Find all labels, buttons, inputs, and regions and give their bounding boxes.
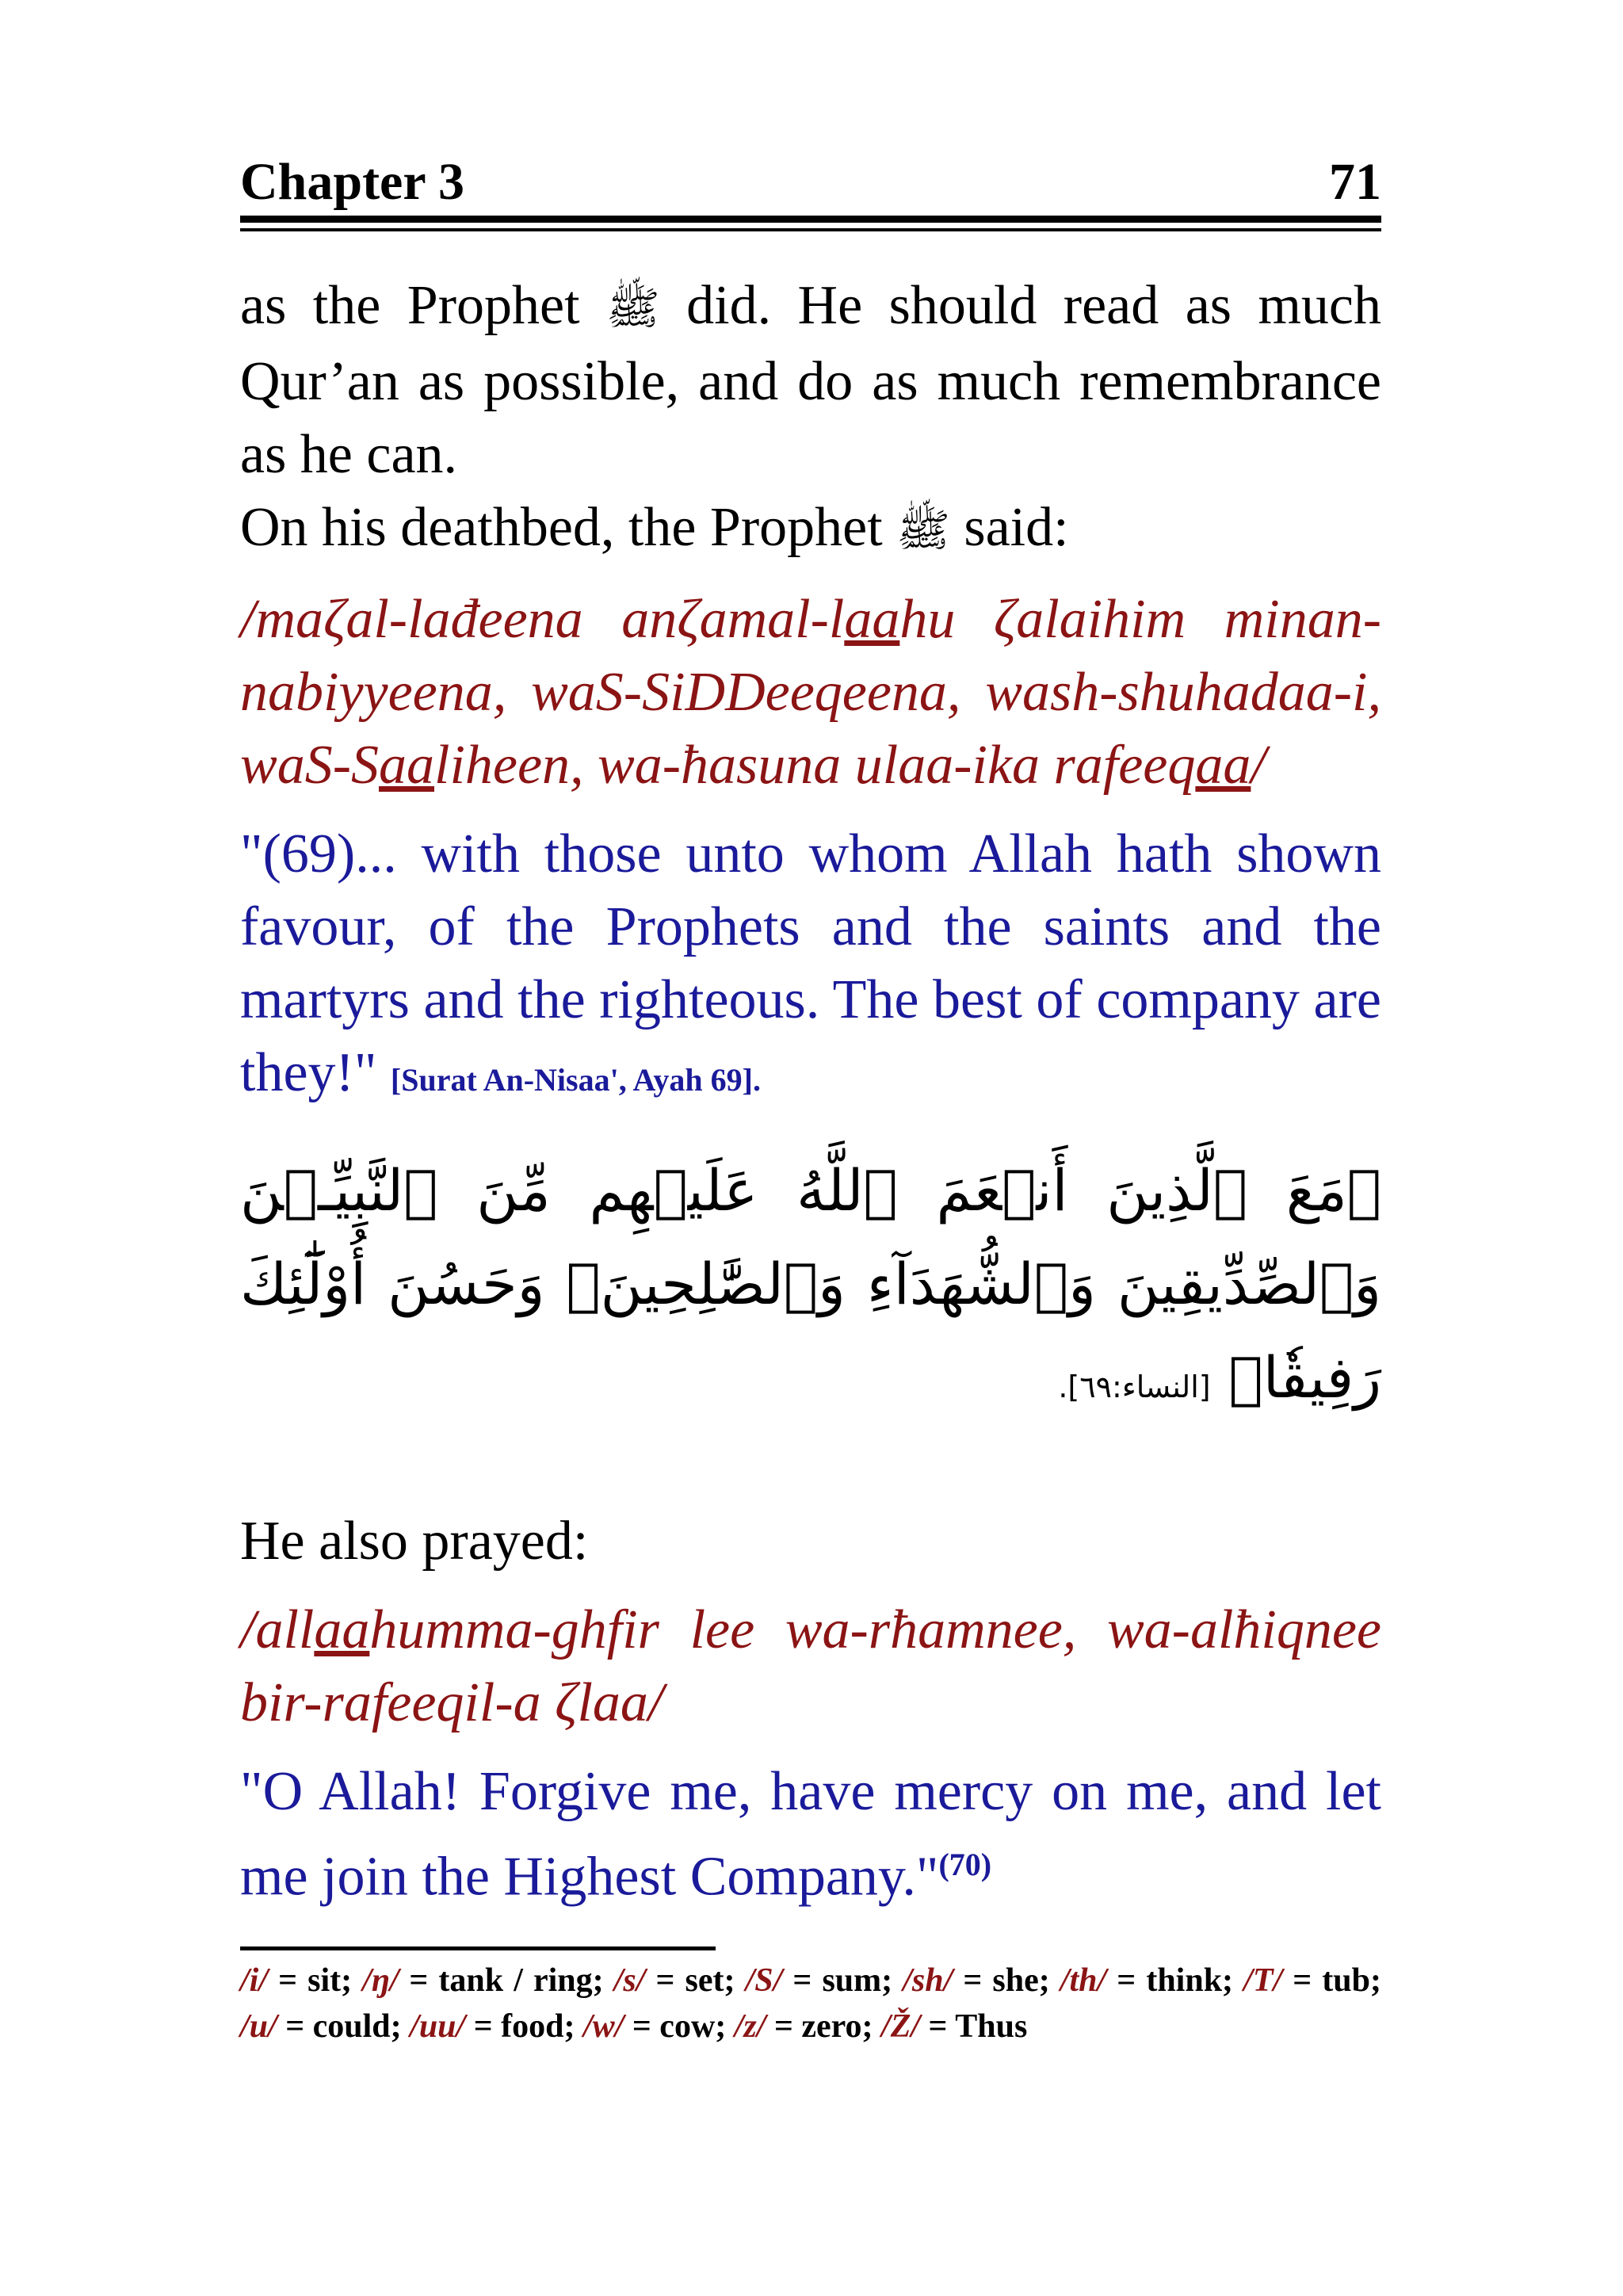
- footnote-entry: /Ž/ = Thus: [881, 2008, 1028, 2045]
- footnote-marker: (70): [938, 1847, 992, 1882]
- header-rule-thin: [240, 228, 1381, 231]
- page-number: 71: [1329, 153, 1381, 211]
- salutation-glyph: ﷺ: [896, 506, 950, 556]
- footnote-entry: /ŋ/ = tank / ring;: [362, 1962, 614, 1999]
- paragraph-intro: as the Prophet ﷺ did. He should read as much Qur’an as possible, and do as much remembrance as he can.: [240, 275, 1381, 485]
- footnote-entry: /th/ = think;: [1060, 1962, 1244, 1999]
- translation-verse: "(69)... with those unto whom Allah hath shown favour, of the Prophets and the saints and the martyrs and the righteous. The best of company are they!" [Surat An-Nisaa', Ayah 69].: [240, 823, 1381, 1103]
- footnote-entry: /S/ = sum;: [745, 1962, 903, 1999]
- page-header: [240, 151, 1381, 222]
- header-rule-thick: [240, 216, 1381, 223]
- page-body: [240, 269, 1381, 1913]
- transliteration-verse: /maζal-lađeena anζamal-laahu ζalaihim minan-nabiyyeena, waS-SiDDeeqeena, wash-shuhadaa-i, waS-Saaliheen, wa-ħasuna ulaa-ika rafeeqaa/: [240, 589, 1382, 796]
- paragraph-prayed: He also prayed:: [240, 1511, 589, 1572]
- arabic-reference: [النساء:٦٩].: [1058, 1370, 1211, 1404]
- salutation-glyph: ﷺ: [606, 285, 660, 334]
- footnote-entry: /s/ = set;: [613, 1962, 746, 1999]
- footnote-key: [240, 1958, 1381, 2050]
- footnote-entry: /w/ = cow;: [583, 2008, 735, 2045]
- footnote-entry: /uu/ = food;: [410, 2008, 583, 2045]
- footnote-entry: /z/ = zero;: [734, 2008, 882, 2045]
- verse-reference: [Surat An-Nisaa', Ayah 69].: [390, 1062, 761, 1098]
- translation-prayer: "O Allah! Forgive me, have mercy on me, and let me join the Highest Company."$^{(70)}$: [240, 1761, 1381, 1908]
- footnote-entry: /u/ = could;: [240, 2008, 411, 2045]
- footnote-rule: [240, 1946, 716, 1950]
- footnote-entry: /T/ = tub;: [1243, 1962, 1381, 1999]
- footnote-entry: /i/ = sit;: [240, 1962, 363, 1999]
- paragraph-deathbed: On his deathbed, the Prophet ﷺ said:: [240, 497, 1069, 558]
- transliteration-prayer: /allaahumma-ghfir lee wa-rħamnee, wa-alħiqnee bir-rafeeqil-a ζlaa/: [240, 1599, 1381, 1733]
- arabic-verse: ﴿مَعَ ٱلَّذِينَ أَنۡعَمَ ٱللَّهُ عَلَيۡهِم مِّنَ ٱلنَّبِيِّـۧنَ وَٱلصِّدِّيقِينَ وَٱلشُّهَدَآءِ وَٱلصَّٰلِحِينَۚ وَحَسُنَ أُوْلَٰٓئِكَ رَفِيقٗا﴾ [النساء:٦٩].: [240, 1157, 1381, 1411]
- footnote-entry: /sh/ = she;: [903, 1962, 1060, 1999]
- chapter-title: Chapter 3: [240, 153, 464, 211]
